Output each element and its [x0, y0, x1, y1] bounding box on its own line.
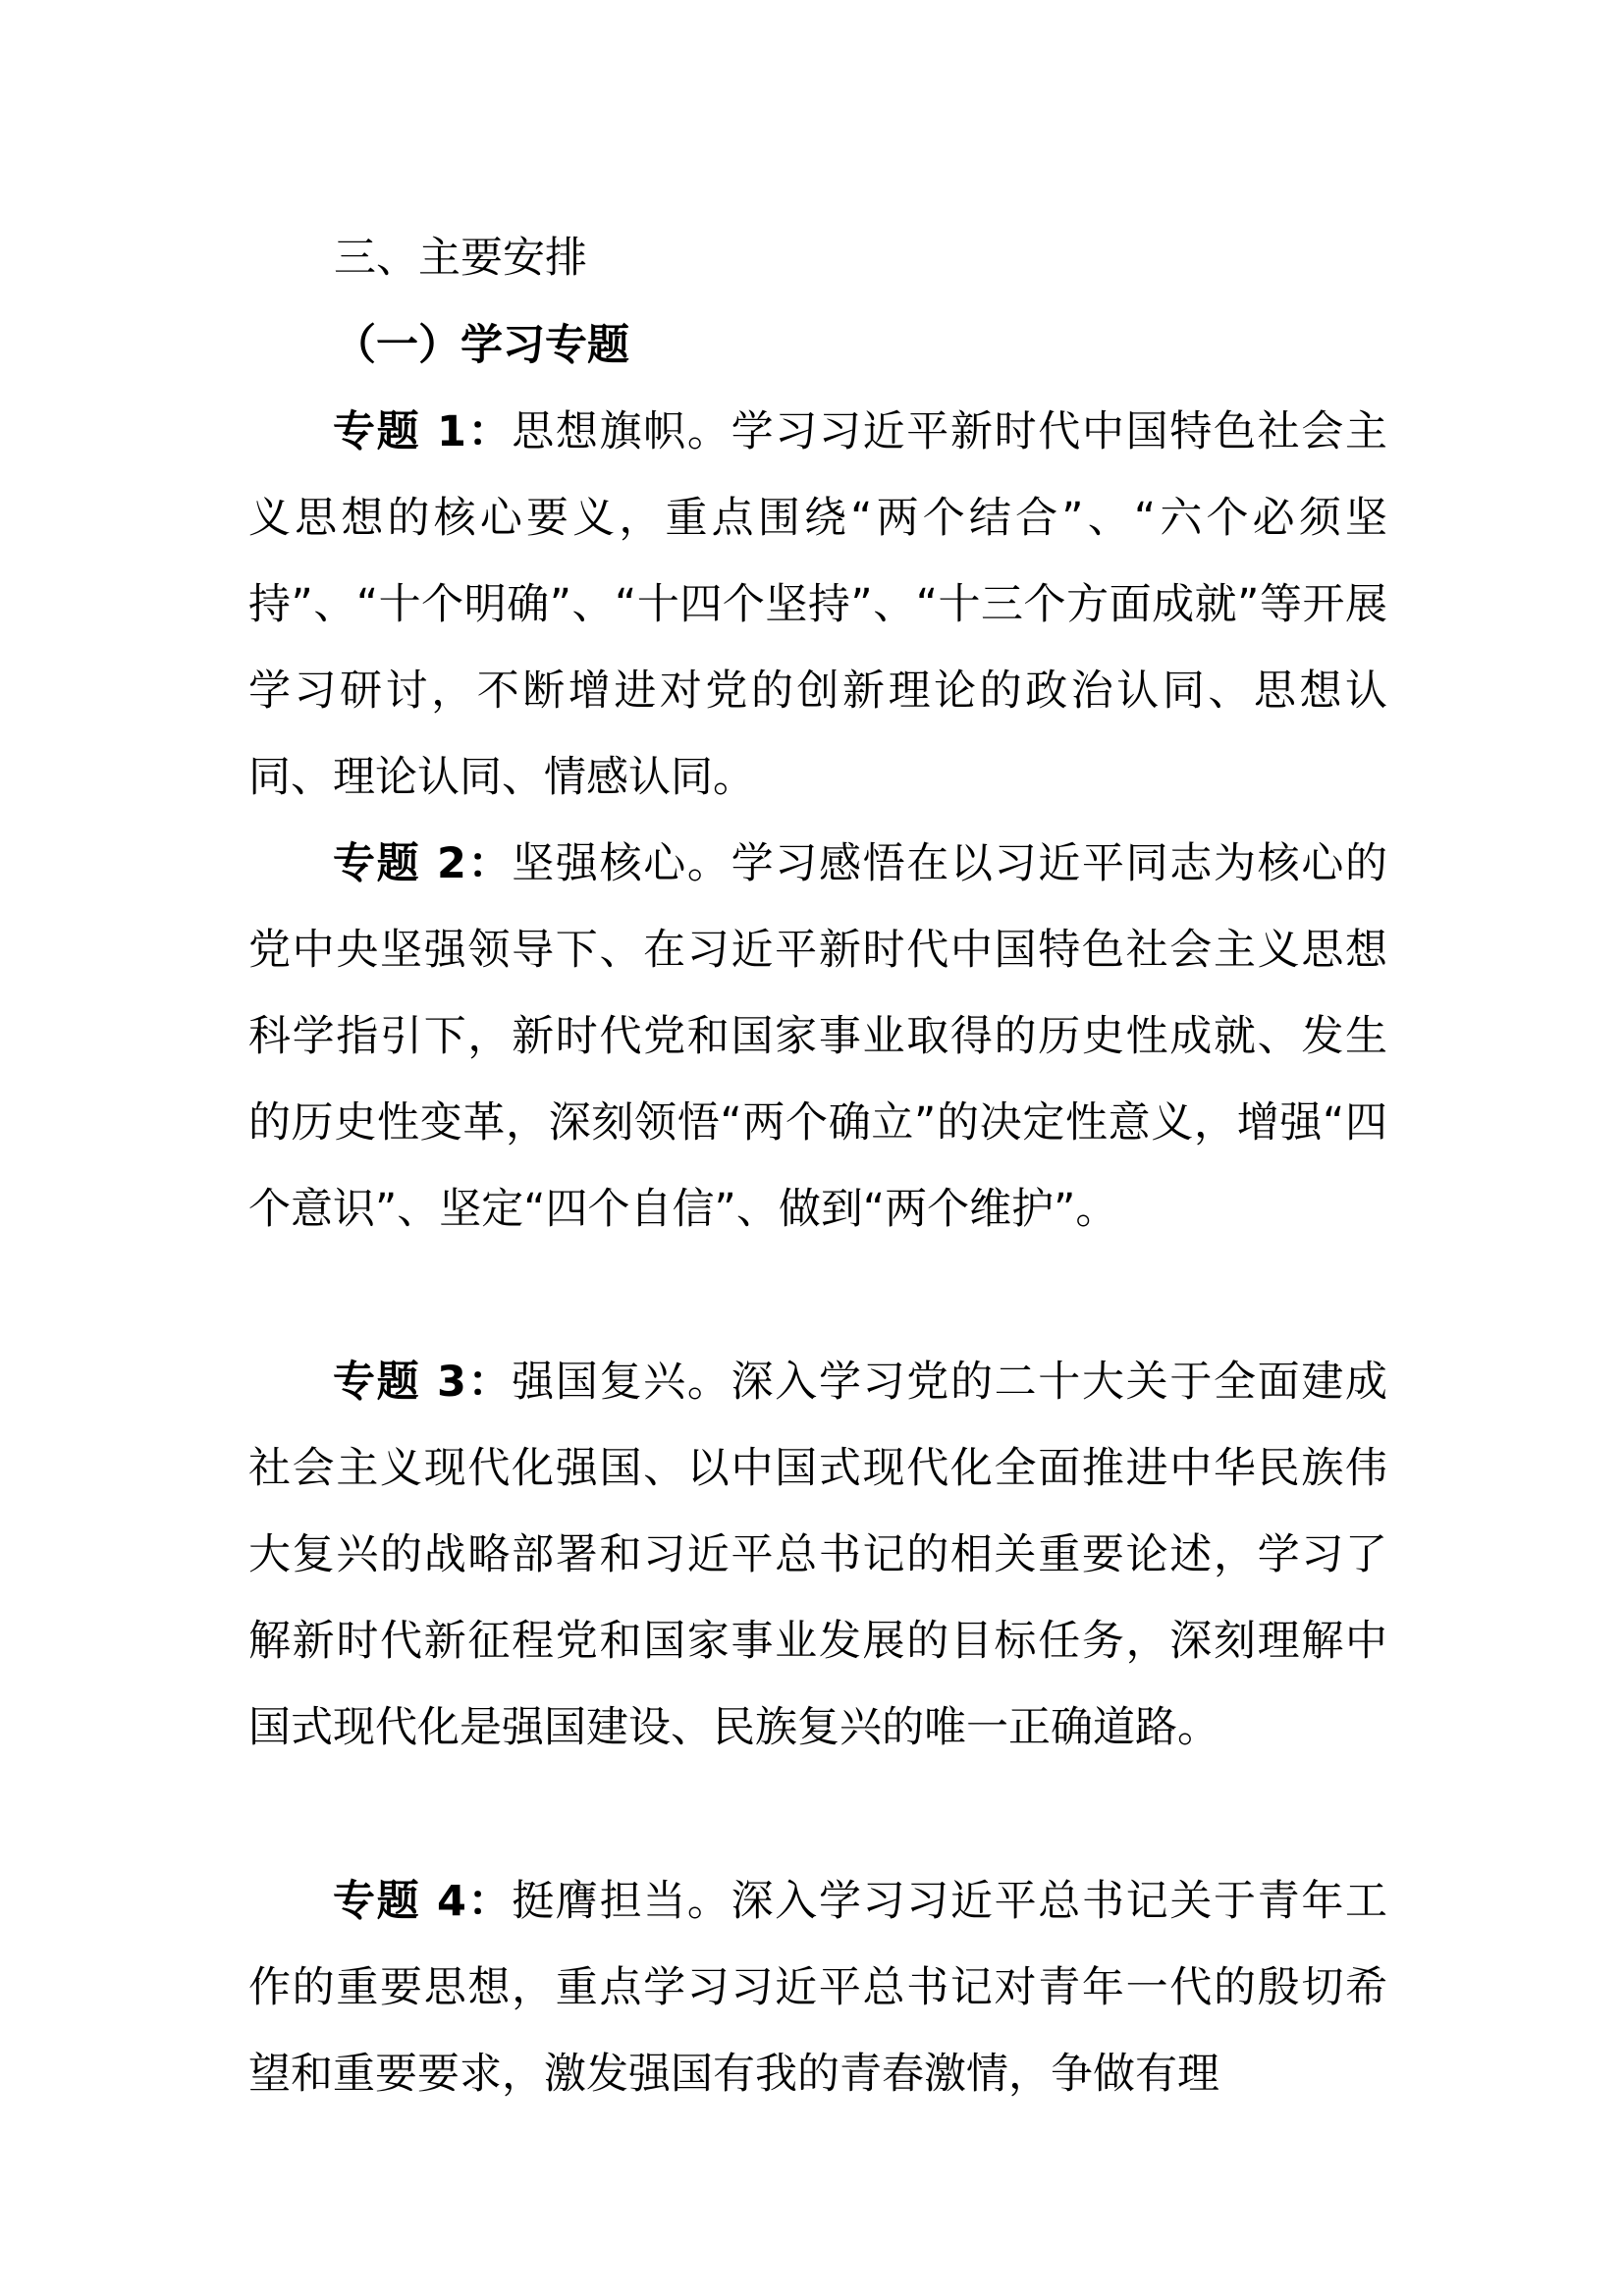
section-heading: 三、主要安排 — [334, 234, 587, 283]
topic-paragraph-4 — [248, 1858, 1387, 2117]
topic-text: 思想旗帜。学习习近平新时代中国特色社会主义思想的核心要义，重点围绕“两个结合”、“六个必须坚持”、“十个明确”、“十四个坚持”、“十三个方面成就”等开展学习研讨，不断增进对党的创新理论的政治认同、思想认同、理论认同、情感认同。 — [248, 407, 1388, 802]
topic-text: 坚强核心。学习感悟在以习近平同志为核心的党中央坚强领导下、在习近平新时代中国特色社会主义思想科学指引下，新时代党和国家事业取得的历史性成就、发生的历史性变革，深刻领悟“两个确立”的决定性意义，增强“四个意识”、坚定“四个自信”、做到“两个维护”。 — [248, 839, 1388, 1234]
topic-label: 专题 3： — [333, 1358, 513, 1407]
topic-paragraph-1 — [248, 389, 1387, 821]
topic-text: 挺膺担当。深入学习习近平总书记关于青年工作的重要思想，重点学习习近平总书记对青年一代的殷切希望和重要要求，激发强国有我的青春激情，争做有理 — [248, 1877, 1388, 2099]
subsection-heading: （一）学习专题 — [334, 321, 629, 370]
topic-paragraph-3 — [248, 1339, 1387, 1771]
topic-text: 强国复兴。深入学习党的二十大关于全面建成社会主义现代化强国、以中国式现代化全面推进中华民族伟大复兴的战略部署和习近平总书记的相关重要论述，学习了解新时代新征程党和国家事业发展的目标任务，深刻理解中国式现代化是强国建设、民族复兴的唯一正确道路。 — [248, 1358, 1388, 1752]
topic-label: 专题 1： — [333, 407, 513, 456]
topic-paragraph-2 — [248, 821, 1387, 1253]
topic-label: 专题 4： — [333, 1877, 513, 1926]
topic-label: 专题 2： — [333, 839, 513, 888]
